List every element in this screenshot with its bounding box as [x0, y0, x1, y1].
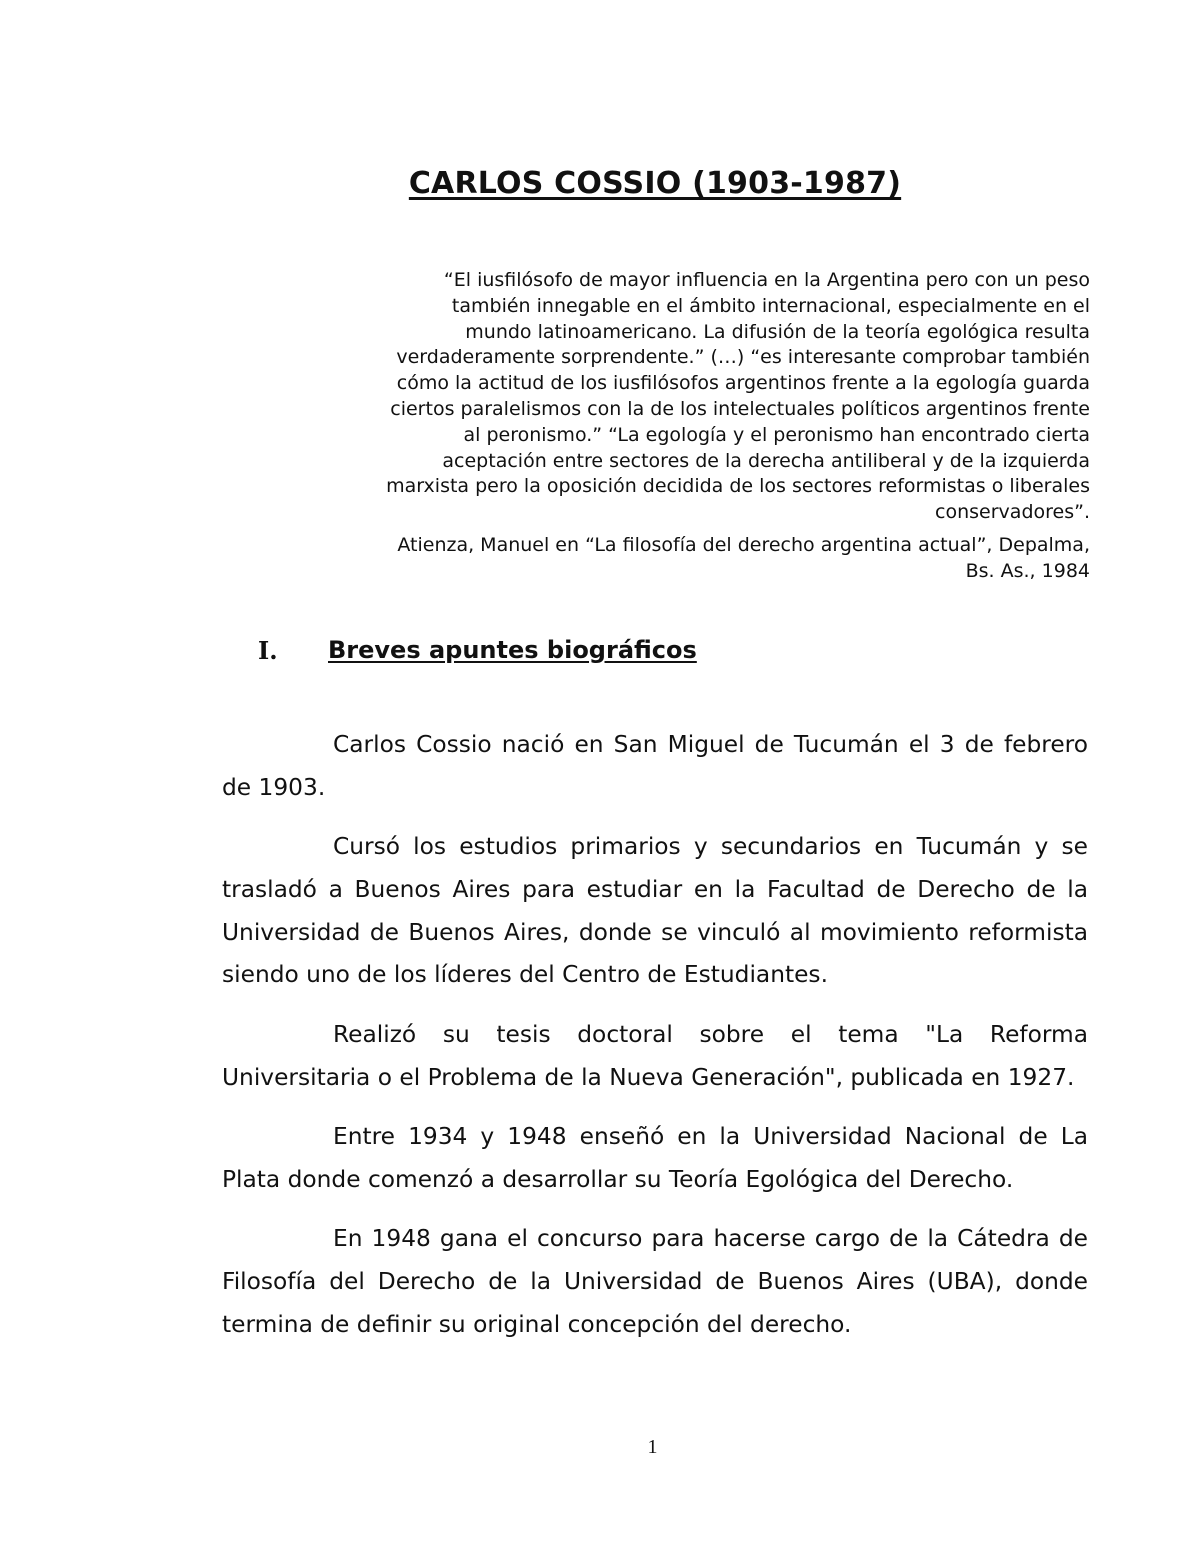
body-paragraph: Carlos Cossio nació en San Miguel de Tucumán el 3 de febrero de 1903. — [222, 731, 1088, 801]
section-title: Breves apuntes biográficos — [328, 636, 697, 664]
body-paragraph: Cursó los estudios primarios y secundarios en Tucumán y se trasladó a Buenos Aires para estudiar en la Facultad de Derecho de la Universidad de Buenos Aires, donde se vinculó al movimiento reformista siendo uno de los líderes del Centro de Estudiantes. — [222, 833, 1088, 989]
body-paragraph: Realizó su tesis doctoral sobre el tema "La Reforma Universitaria o el Problema de la Nueva Generación", publicada en 1927. — [222, 1020, 1088, 1091]
document-title: CARLOS COSSIO (1903-1987) — [408, 166, 902, 201]
body-paragraph: En 1948 gana el concurso para hacerse cargo de la Cátedra de Filosofía del Derecho de la Universidad de Buenos Aires (UBA), donde termina de definir su original concepción del derecho. — [222, 1224, 1088, 1338]
epigraph — [380, 268, 1090, 585]
body-paragraph: Entre 1934 y 1948 enseñó en la Universidad Nacional de La Plata donde comenzó a desarrollar su Teoría Egológica del Derecho. — [222, 1122, 1088, 1193]
epigraph-quote: “El iusfilósofo de mayor influencia en la Argentina pero con un peso también innegable en el ámbito internacional, especialmente en el mundo latinoamericano. La difusión de la teoría egológica resulta verdaderamente sorprendente.” (…) “es interesante comprobar también cómo la actitud de los iusfilósofos argentinos frente a la egología guarda ciertos paralelismos con la de los intelectuales políticos argentinos frente al peronismo.” “La egología y el peronismo han encontrado cierta aceptación entre sectores de la derecha antiliberal y de la izquierda marxista pero la oposición decidida de los sectores reformistas o liberales conservadores”. — [386, 269, 1090, 524]
page-number: 1 — [647, 1436, 658, 1458]
body-text — [222, 724, 1088, 1363]
section-number: I. — [258, 636, 278, 665]
epigraph-citation: Atienza, Manuel en “La filosofía del derecho argentina actual”, Depalma, Bs. As., 1984 — [397, 533, 1090, 582]
section-heading — [258, 636, 697, 665]
